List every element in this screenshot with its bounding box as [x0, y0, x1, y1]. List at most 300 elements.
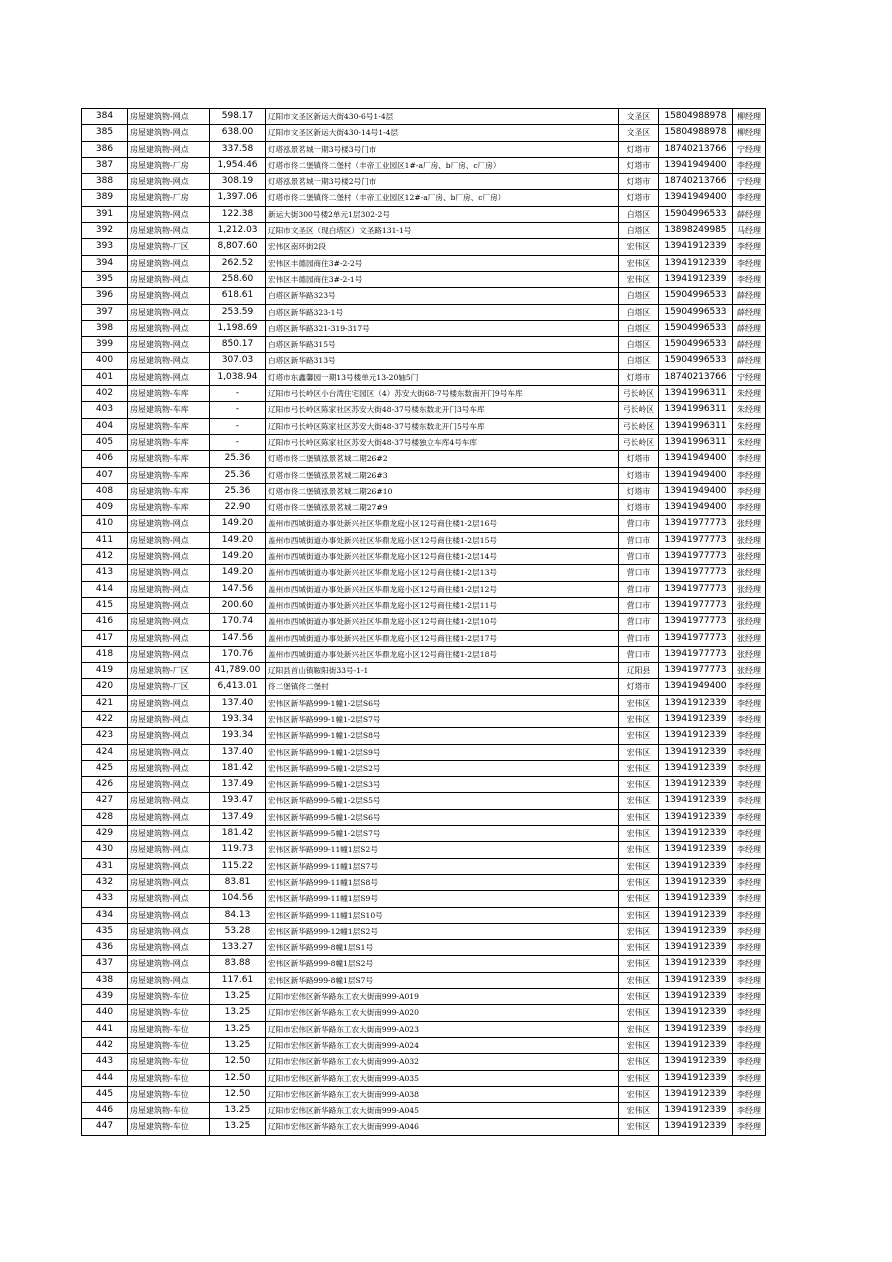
phone-cell: 13941912339	[659, 874, 733, 890]
address-cell: 灯塔市佟二堡镇泓景茗城二期26#2	[266, 451, 619, 467]
phone-cell: 13941912339	[659, 940, 733, 956]
address-cell: 宏伟区新华路999-1幢1-2层S6号	[266, 695, 619, 711]
manager-cell: 李经理	[733, 923, 766, 939]
table-row	[82, 1103, 766, 1119]
area-cell: 12.50	[210, 1070, 266, 1086]
phone-cell: 13941912339	[659, 695, 733, 711]
district-cell: 弓长岭区	[619, 402, 659, 418]
row-number-cell: 396	[82, 288, 128, 304]
table-row	[82, 940, 766, 956]
row-number-cell: 428	[82, 809, 128, 825]
table-row	[82, 386, 766, 402]
table-row	[82, 206, 766, 222]
district-cell: 宏伟区	[619, 793, 659, 809]
asset-category-cell: 房屋建筑物-网点	[128, 777, 210, 793]
area-cell: 133.27	[210, 940, 266, 956]
phone-cell: 13941912339	[659, 760, 733, 776]
address-cell: 白塔区新华路313号	[266, 353, 619, 369]
phone-cell: 15904996533	[659, 353, 733, 369]
row-number-cell: 399	[82, 337, 128, 353]
asset-category-cell: 房屋建筑物-网点	[128, 255, 210, 271]
manager-cell: 马经理	[733, 223, 766, 239]
row-number-cell: 418	[82, 646, 128, 662]
table-row	[82, 777, 766, 793]
asset-category-cell: 房屋建筑物-车位	[128, 1037, 210, 1053]
row-number-cell: 401	[82, 369, 128, 385]
row-number-cell: 409	[82, 500, 128, 516]
table-row	[82, 190, 766, 206]
table-row	[82, 516, 766, 532]
address-cell: 辽阳市弓长岭区小台湾住宅园区（4）苏安大街68-7号楼东数南开门9号车库	[266, 386, 619, 402]
area-cell: 618.61	[210, 288, 266, 304]
address-cell: 灯塔泓景茗城一期3号楼3号门市	[266, 141, 619, 157]
row-number-cell: 441	[82, 1021, 128, 1037]
manager-cell: 李经理	[733, 874, 766, 890]
area-cell: 598.17	[210, 109, 266, 125]
district-cell: 灯塔市	[619, 174, 659, 190]
district-cell: 宏伟区	[619, 1054, 659, 1070]
manager-cell: 薛经理	[733, 288, 766, 304]
table-row	[82, 141, 766, 157]
district-cell: 宏伟区	[619, 1086, 659, 1102]
table-row	[82, 451, 766, 467]
row-number-cell: 421	[82, 695, 128, 711]
phone-cell: 13941912339	[659, 1070, 733, 1086]
table-row	[82, 1005, 766, 1021]
asset-category-cell: 房屋建筑物-网点	[128, 940, 210, 956]
area-cell: 149.20	[210, 532, 266, 548]
phone-cell: 13941949400	[659, 679, 733, 695]
phone-cell: 13941949400	[659, 483, 733, 499]
asset-category-cell: 房屋建筑物-厂区	[128, 663, 210, 679]
manager-cell: 李经理	[733, 956, 766, 972]
phone-cell: 13941949400	[659, 190, 733, 206]
phone-cell: 13941912339	[659, 923, 733, 939]
row-number-cell: 391	[82, 206, 128, 222]
district-cell: 灯塔市	[619, 500, 659, 516]
table-row	[82, 337, 766, 353]
area-cell: 13.25	[210, 1119, 266, 1135]
row-number-cell: 440	[82, 1005, 128, 1021]
table-row	[82, 565, 766, 581]
table-row	[82, 597, 766, 613]
row-number-cell: 420	[82, 679, 128, 695]
manager-cell: 宁经理	[733, 174, 766, 190]
district-cell: 宏伟区	[619, 874, 659, 890]
manager-cell: 薛经理	[733, 353, 766, 369]
manager-cell: 李经理	[733, 809, 766, 825]
area-cell: 193.34	[210, 728, 266, 744]
district-cell: 宏伟区	[619, 826, 659, 842]
district-cell: 宏伟区	[619, 1021, 659, 1037]
address-cell: 辽阳市宏伟区新华路东工农大街南999-A038	[266, 1086, 619, 1102]
manager-cell: 薛经理	[733, 304, 766, 320]
district-cell: 宏伟区	[619, 239, 659, 255]
phone-cell: 13941912339	[659, 1103, 733, 1119]
area-cell: 253.59	[210, 304, 266, 320]
table-body	[82, 109, 766, 1136]
manager-cell: 李经理	[733, 972, 766, 988]
address-cell: 盖州市西城街道办事处新兴社区华鼎龙庭小区12号商住楼1-2层18号	[266, 646, 619, 662]
phone-cell: 13941996311	[659, 434, 733, 450]
manager-cell: 李经理	[733, 451, 766, 467]
district-cell: 灯塔市	[619, 190, 659, 206]
area-cell: 84.13	[210, 907, 266, 923]
manager-cell: 张经理	[733, 516, 766, 532]
district-cell: 营口市	[619, 532, 659, 548]
area-cell: 115.22	[210, 858, 266, 874]
asset-category-cell: 房屋建筑物-网点	[128, 369, 210, 385]
area-cell: 137.40	[210, 744, 266, 760]
address-cell: 宏伟区新华路999-11幢1层S9号	[266, 891, 619, 907]
area-cell: 104.56	[210, 891, 266, 907]
address-cell: 灯塔市佟二堡镇泓景茗城二期26#3	[266, 467, 619, 483]
district-cell: 白塔区	[619, 353, 659, 369]
row-number-cell: 404	[82, 418, 128, 434]
phone-cell: 13941912339	[659, 1021, 733, 1037]
table-row	[82, 989, 766, 1005]
asset-category-cell: 房屋建筑物-网点	[128, 907, 210, 923]
area-cell: 13.25	[210, 989, 266, 1005]
row-number-cell: 447	[82, 1119, 128, 1135]
area-cell: 149.20	[210, 516, 266, 532]
phone-cell: 13941912339	[659, 271, 733, 287]
area-cell: 137.49	[210, 809, 266, 825]
address-cell: 辽阳市弓长岭区陈家社区苏安大街48-37号楼东数北开门3号车库	[266, 402, 619, 418]
phone-cell: 13941912339	[659, 907, 733, 923]
address-cell: 宏伟区新华路999-5幢1-2层S6号	[266, 809, 619, 825]
area-cell: 307.03	[210, 353, 266, 369]
district-cell: 白塔区	[619, 320, 659, 336]
phone-cell: 13941949400	[659, 157, 733, 173]
district-cell: 文圣区	[619, 109, 659, 125]
asset-category-cell: 房屋建筑物-网点	[128, 223, 210, 239]
manager-cell: 李经理	[733, 239, 766, 255]
row-number-cell: 406	[82, 451, 128, 467]
asset-category-cell: 房屋建筑物-车库	[128, 451, 210, 467]
phone-cell: 13941912339	[659, 989, 733, 1005]
address-cell: 新运大街300号楼2单元1层302-2号	[266, 206, 619, 222]
row-number-cell: 386	[82, 141, 128, 157]
manager-cell: 柳经理	[733, 109, 766, 125]
phone-cell: 13941949400	[659, 467, 733, 483]
table-row	[82, 174, 766, 190]
address-cell: 辽阳市弓长岭区陈家社区苏安大街48-37号楼独立车库4号车库	[266, 434, 619, 450]
address-cell: 辽阳市宏伟区新华路东工农大街南999-A045	[266, 1103, 619, 1119]
address-cell: 辽阳市宏伟区新华路东工农大街南999-A023	[266, 1021, 619, 1037]
phone-cell: 13941912339	[659, 793, 733, 809]
phone-cell: 13941912339	[659, 891, 733, 907]
row-number-cell: 438	[82, 972, 128, 988]
table-row	[82, 353, 766, 369]
manager-cell: 张经理	[733, 581, 766, 597]
area-cell: 53.28	[210, 923, 266, 939]
district-cell: 营口市	[619, 565, 659, 581]
asset-category-cell: 房屋建筑物-网点	[128, 597, 210, 613]
asset-category-cell: 房屋建筑物-网点	[128, 630, 210, 646]
asset-category-cell: 房屋建筑物-厂区	[128, 239, 210, 255]
manager-cell: 朱经理	[733, 402, 766, 418]
area-cell: 119.73	[210, 842, 266, 858]
row-number-cell: 405	[82, 434, 128, 450]
phone-cell: 13941912339	[659, 255, 733, 271]
district-cell: 灯塔市	[619, 679, 659, 695]
asset-category-cell: 房屋建筑物-车库	[128, 500, 210, 516]
area-cell: 12.50	[210, 1054, 266, 1070]
manager-cell: 李经理	[733, 1086, 766, 1102]
district-cell: 营口市	[619, 630, 659, 646]
district-cell: 白塔区	[619, 288, 659, 304]
area-cell: 181.42	[210, 826, 266, 842]
row-number-cell: 427	[82, 793, 128, 809]
asset-category-cell: 房屋建筑物-车位	[128, 1086, 210, 1102]
table-row	[82, 532, 766, 548]
table-row	[82, 369, 766, 385]
table-row	[82, 467, 766, 483]
area-cell: 170.76	[210, 646, 266, 662]
phone-cell: 13941912339	[659, 1005, 733, 1021]
area-cell: 181.42	[210, 760, 266, 776]
phone-cell: 13941977773	[659, 549, 733, 565]
asset-category-cell: 房屋建筑物-网点	[128, 826, 210, 842]
phone-cell: 15804988978	[659, 109, 733, 125]
phone-cell: 13941912339	[659, 777, 733, 793]
area-cell: 850.17	[210, 337, 266, 353]
address-cell: 灯塔市佟二堡镇佟二堡村（丰帝工业园区12#-a厂房、b厂房、c厂房）	[266, 190, 619, 206]
district-cell: 宏伟区	[619, 923, 659, 939]
asset-category-cell: 房屋建筑物-网点	[128, 337, 210, 353]
manager-cell: 李经理	[733, 483, 766, 499]
manager-cell: 李经理	[733, 1119, 766, 1135]
address-cell: 辽阳市文圣区新运大街430-6号1-4层	[266, 109, 619, 125]
table-row	[82, 304, 766, 320]
row-number-cell: 430	[82, 842, 128, 858]
area-cell: -	[210, 434, 266, 450]
table-row	[82, 1054, 766, 1070]
asset-category-cell: 房屋建筑物-网点	[128, 304, 210, 320]
district-cell: 白塔区	[619, 223, 659, 239]
asset-category-cell: 房屋建筑物-网点	[128, 565, 210, 581]
asset-category-cell: 房屋建筑物-网点	[128, 320, 210, 336]
table-row	[82, 842, 766, 858]
area-cell: 1,212.03	[210, 223, 266, 239]
address-cell: 盖州市西城街道办事处新兴社区华鼎龙庭小区12号商住楼1-2层13号	[266, 565, 619, 581]
manager-cell: 李经理	[733, 1054, 766, 1070]
asset-category-cell: 房屋建筑物-车位	[128, 1054, 210, 1070]
row-number-cell: 392	[82, 223, 128, 239]
address-cell: 灯塔市佟二堡镇泓景茗城二期27#9	[266, 500, 619, 516]
address-cell: 灯塔市佟二堡镇泓景茗城二期26#10	[266, 483, 619, 499]
asset-category-cell: 房屋建筑物-网点	[128, 271, 210, 287]
table-row	[82, 223, 766, 239]
phone-cell: 13941912339	[659, 1119, 733, 1135]
area-cell: 6,413.01	[210, 679, 266, 695]
asset-category-cell: 房屋建筑物-车位	[128, 1119, 210, 1135]
asset-category-cell: 房屋建筑物-网点	[128, 109, 210, 125]
row-number-cell: 443	[82, 1054, 128, 1070]
address-cell: 灯塔泓景茗城一期3号楼2号门市	[266, 174, 619, 190]
manager-cell: 李经理	[733, 271, 766, 287]
table-row	[82, 826, 766, 842]
table-row	[82, 923, 766, 939]
row-number-cell: 394	[82, 255, 128, 271]
asset-category-cell: 房屋建筑物-网点	[128, 972, 210, 988]
row-number-cell: 425	[82, 760, 128, 776]
asset-category-cell: 房屋建筑物-网点	[128, 516, 210, 532]
asset-category-cell: 房屋建筑物-车位	[128, 1070, 210, 1086]
area-cell: 258.60	[210, 271, 266, 287]
district-cell: 宏伟区	[619, 809, 659, 825]
row-number-cell: 429	[82, 826, 128, 842]
district-cell: 灯塔市	[619, 157, 659, 173]
row-number-cell: 433	[82, 891, 128, 907]
asset-category-cell: 房屋建筑物-厂房	[128, 157, 210, 173]
asset-category-cell: 房屋建筑物-网点	[128, 288, 210, 304]
phone-cell: 13941912339	[659, 728, 733, 744]
table-row	[82, 891, 766, 907]
area-cell: 1,038.94	[210, 369, 266, 385]
table-row	[82, 109, 766, 125]
row-number-cell: 413	[82, 565, 128, 581]
address-cell: 宏伟区新华路999-11幢1层S2号	[266, 842, 619, 858]
row-number-cell: 387	[82, 157, 128, 173]
row-number-cell: 442	[82, 1037, 128, 1053]
phone-cell: 13941977773	[659, 565, 733, 581]
phone-cell: 13941977773	[659, 597, 733, 613]
phone-cell: 13941912339	[659, 826, 733, 842]
phone-cell: 15804988978	[659, 125, 733, 141]
manager-cell: 李经理	[733, 467, 766, 483]
manager-cell: 宁经理	[733, 369, 766, 385]
area-cell: -	[210, 386, 266, 402]
manager-cell: 李经理	[733, 777, 766, 793]
table-row	[82, 663, 766, 679]
address-cell: 辽阳市宏伟区新华路东工农大街南999-A020	[266, 1005, 619, 1021]
area-cell: 117.61	[210, 972, 266, 988]
district-cell: 弓长岭区	[619, 386, 659, 402]
manager-cell: 张经理	[733, 597, 766, 613]
address-cell: 宏伟区新华路999-1幢1-2层S9号	[266, 744, 619, 760]
asset-category-cell: 房屋建筑物-网点	[128, 141, 210, 157]
row-number-cell: 419	[82, 663, 128, 679]
table-row	[82, 874, 766, 890]
address-cell: 盖州市西城街道办事处新兴社区华鼎龙庭小区12号商住楼1-2层10号	[266, 614, 619, 630]
table-row	[82, 793, 766, 809]
row-number-cell: 385	[82, 125, 128, 141]
row-number-cell: 436	[82, 940, 128, 956]
row-number-cell: 444	[82, 1070, 128, 1086]
asset-category-cell: 房屋建筑物-车库	[128, 467, 210, 483]
area-cell: 147.56	[210, 630, 266, 646]
manager-cell: 张经理	[733, 663, 766, 679]
asset-category-cell: 房屋建筑物-车库	[128, 402, 210, 418]
row-number-cell: 388	[82, 174, 128, 190]
address-cell: 盖州市西城街道办事处新兴社区华鼎龙庭小区12号商住楼1-2层15号	[266, 532, 619, 548]
asset-category-cell: 房屋建筑物-网点	[128, 532, 210, 548]
table-row	[82, 646, 766, 662]
table-row	[82, 630, 766, 646]
table-row	[82, 679, 766, 695]
address-cell: 宏伟区丰德园商住3#-2-1号	[266, 271, 619, 287]
address-cell: 宏伟区丰德园商住3#-2-2号	[266, 255, 619, 271]
area-cell: 337.58	[210, 141, 266, 157]
district-cell: 灯塔市	[619, 467, 659, 483]
district-cell: 营口市	[619, 516, 659, 532]
district-cell: 宏伟区	[619, 1037, 659, 1053]
area-cell: 170.74	[210, 614, 266, 630]
row-number-cell: 445	[82, 1086, 128, 1102]
address-cell: 宏伟区新华路999-8幢1层S1号	[266, 940, 619, 956]
address-cell: 盖州市西城街道办事处新兴社区华鼎龙庭小区12号商住楼1-2层11号	[266, 597, 619, 613]
table-row	[82, 418, 766, 434]
phone-cell: 13941996311	[659, 386, 733, 402]
table-row	[82, 972, 766, 988]
row-number-cell: 407	[82, 467, 128, 483]
row-number-cell: 412	[82, 549, 128, 565]
asset-category-cell: 房屋建筑物-厂区	[128, 679, 210, 695]
table-row	[82, 271, 766, 287]
area-cell: 41,789.00	[210, 663, 266, 679]
phone-cell: 13941996311	[659, 402, 733, 418]
phone-cell: 13941912339	[659, 956, 733, 972]
manager-cell: 朱经理	[733, 386, 766, 402]
table-row	[82, 500, 766, 516]
asset-category-cell: 房屋建筑物-网点	[128, 695, 210, 711]
manager-cell: 薛经理	[733, 320, 766, 336]
address-cell: 辽阳市宏伟区新华路东工农大街南999-A019	[266, 989, 619, 1005]
address-cell: 灯塔市佟二堡镇佟二堡村（丰帝工业园区1#-a厂房、b厂房、c厂房）	[266, 157, 619, 173]
phone-cell: 13941912339	[659, 1054, 733, 1070]
manager-cell: 李经理	[733, 695, 766, 711]
manager-cell: 柳经理	[733, 125, 766, 141]
address-cell: 盖州市西城街道办事处新兴社区华鼎龙庭小区12号商住楼1-2层12号	[266, 581, 619, 597]
phone-cell: 13941949400	[659, 451, 733, 467]
address-cell: 宏伟区新华路999-12幢1层S2号	[266, 923, 619, 939]
table-row	[82, 1021, 766, 1037]
property-table	[81, 108, 766, 1136]
manager-cell: 张经理	[733, 549, 766, 565]
row-number-cell: 408	[82, 483, 128, 499]
address-cell: 辽阳市宏伟区新华路东工农大街南999-A035	[266, 1070, 619, 1086]
district-cell: 宏伟区	[619, 842, 659, 858]
asset-category-cell: 房屋建筑物-网点	[128, 646, 210, 662]
area-cell: 262.52	[210, 255, 266, 271]
area-cell: 308.19	[210, 174, 266, 190]
address-cell: 宏伟区新华路999-11幢1层S7号	[266, 858, 619, 874]
asset-category-cell: 房屋建筑物-车位	[128, 1005, 210, 1021]
manager-cell: 张经理	[733, 614, 766, 630]
table-row	[82, 549, 766, 565]
district-cell: 宏伟区	[619, 1119, 659, 1135]
district-cell: 宏伟区	[619, 728, 659, 744]
manager-cell: 李经理	[733, 940, 766, 956]
asset-category-cell: 房屋建筑物-网点	[128, 874, 210, 890]
address-cell: 辽阳市文圣区（现白塔区）文圣路131-1号	[266, 223, 619, 239]
row-number-cell: 398	[82, 320, 128, 336]
table-row	[82, 125, 766, 141]
asset-category-cell: 房屋建筑物-车位	[128, 989, 210, 1005]
address-cell: 盖州市西城街道办事处新兴社区华鼎龙庭小区12号商住楼1-2层14号	[266, 549, 619, 565]
phone-cell: 15904996533	[659, 304, 733, 320]
district-cell: 宏伟区	[619, 940, 659, 956]
district-cell: 宏伟区	[619, 858, 659, 874]
address-cell: 宏伟区新华路999-8幢1层S2号	[266, 956, 619, 972]
district-cell: 白塔区	[619, 304, 659, 320]
district-cell: 宏伟区	[619, 891, 659, 907]
table-row	[82, 581, 766, 597]
area-cell: 25.36	[210, 483, 266, 499]
manager-cell: 宁经理	[733, 141, 766, 157]
